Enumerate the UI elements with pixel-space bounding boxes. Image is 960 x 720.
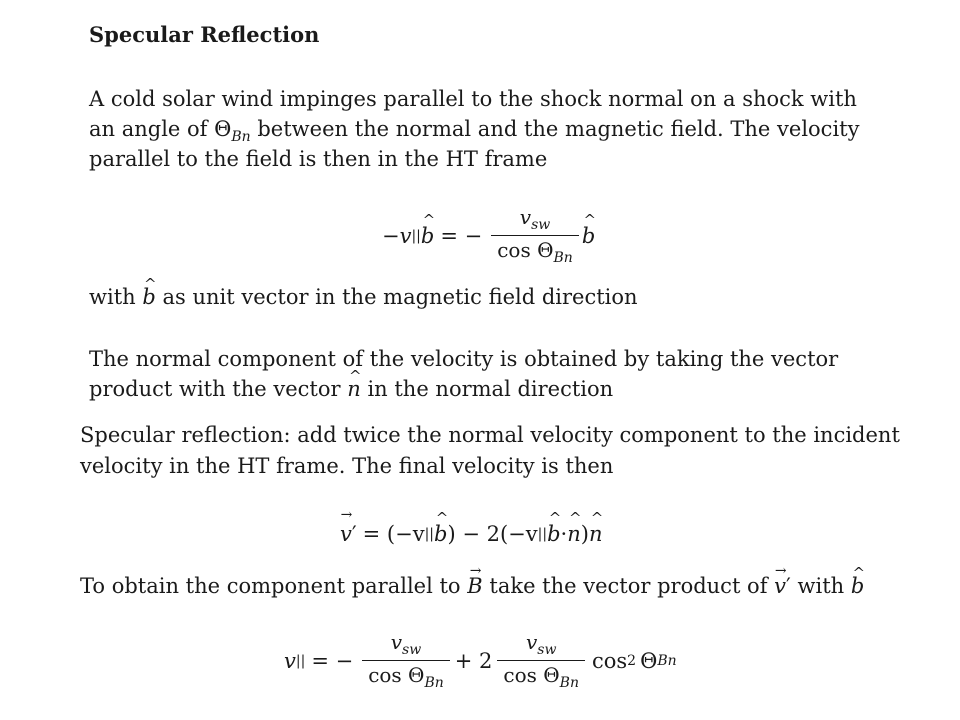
para3-line1: The normal component of the velocity is obtained by taking the vector [89,347,839,371]
para5-line: To obtain the component parallel to → B take the vector product of → v′ with ^ b [80,571,890,601]
para4-line1: Specular reflection: add twice the normal velocity component to the incident [80,423,900,447]
para4-line2: velocity in the HT frame. The final velocity is then [80,454,614,478]
para1-line1: A cold solar wind impinges parallel to the shock normal on a shock with [89,87,857,111]
b-hat-symbol: ^ b [142,282,155,312]
para2-line: with ^ b as unit vector in the magnetic field direction [89,282,879,312]
para3-line2: product with the vector ^ n in the normal direction [89,374,879,404]
fraction-1: $\frac{v_{sw}}{\cos \Theta_{Bn}}$ [362,630,450,691]
equation-parallel-velocity: −v || ^ b = − $\frac{v_{sw}}{\cos \Theta_{Bn}}$ ^ b [382,205,595,266]
fraction-2: $\frac{v_{sw}}{\cos \Theta_{Bn}}$ [497,630,585,691]
fraction-vsw-over-cos: $\frac{v_{sw}}{\cos \Theta_{Bn}}$ [491,205,579,266]
theta-bn-symbol: $\Theta_{Bn}$ [214,117,251,145]
v-prime-vector-symbol: → v [774,571,786,601]
equation-parallel-component: v || = − $\frac{v_{sw}}{\cos \Theta_{Bn}}$ + 2 $\frac{v_{sw}}{\cos \Theta_{Bn}}$ cos 2 Θ Bn [284,630,677,691]
equation-final-velocity: → v ′ = (−v || ^ b ) − 2(−v || ^ b · ^ n ) ^ n [340,522,602,546]
para1-line3: parallel to the field is then in the HT frame [89,147,548,171]
n-hat-symbol: ^ n [347,374,361,404]
slide-title: Specular Reflection [89,22,320,47]
B-vector-symbol: → B [467,571,482,601]
para1-line2: an angle of $\Theta_{Bn}$ between the normal and the magnetic field. The velocity [89,117,860,145]
